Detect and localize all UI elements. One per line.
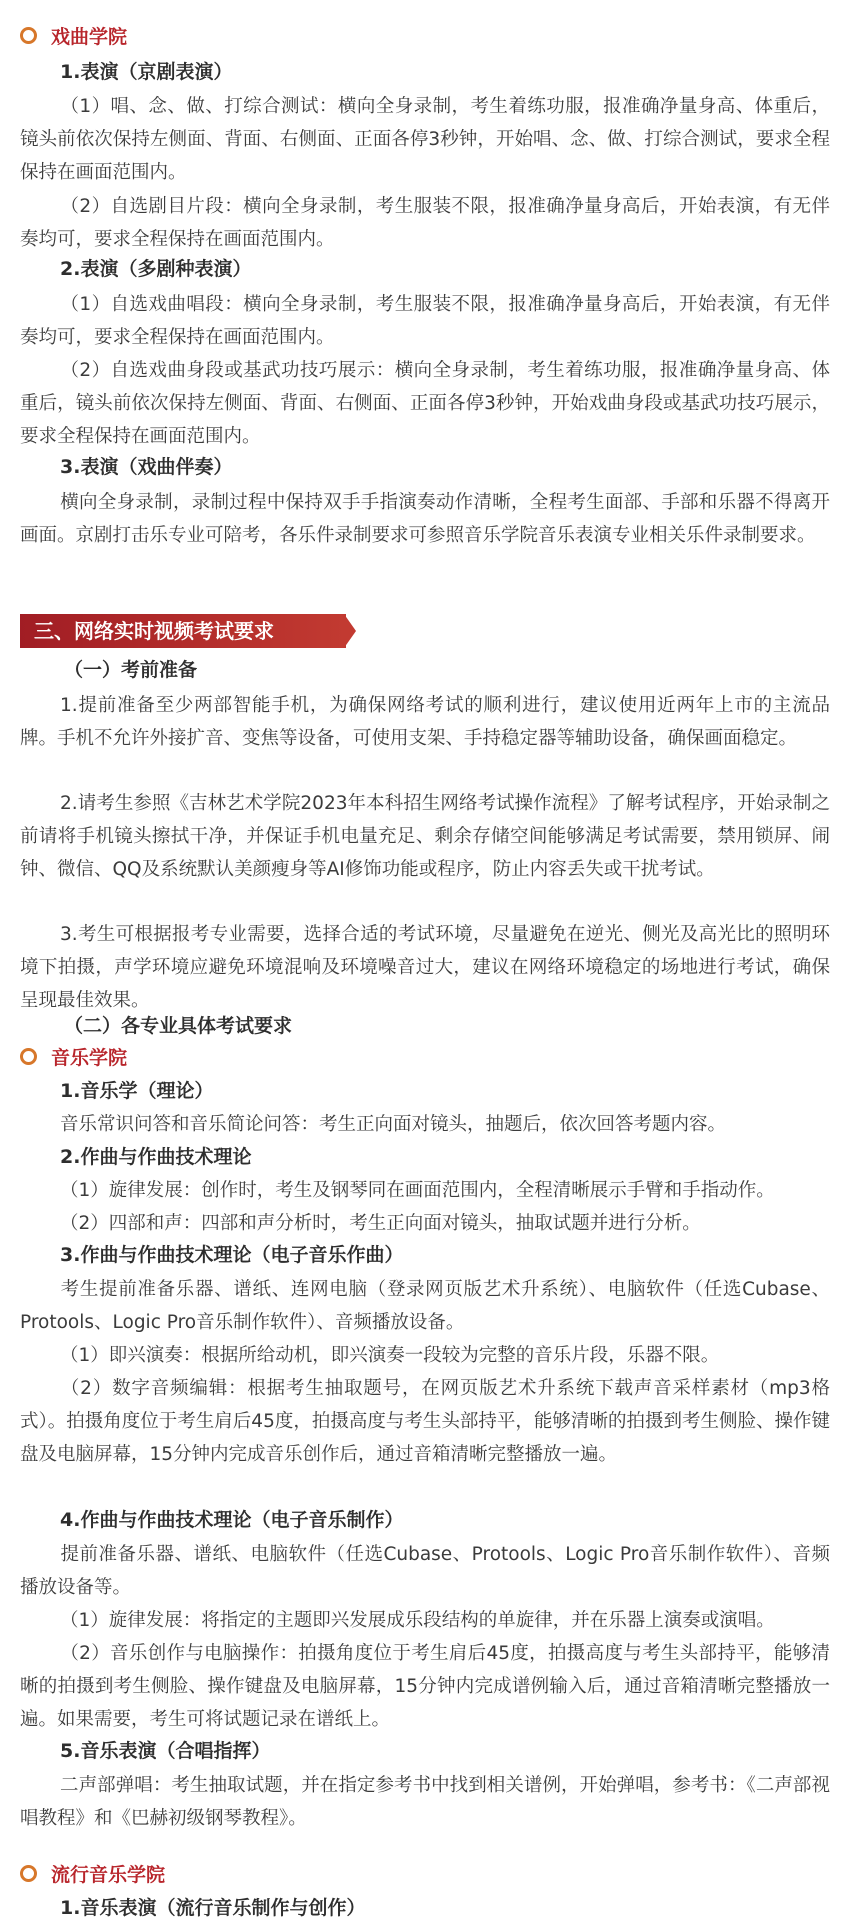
paragraph: （1）即兴演奏：根据所给动机，即兴演奏一段较为完整的音乐片段，乐器不限。 <box>60 1345 720 1366</box>
subheading: 1.表演（京剧表演） <box>60 61 233 83</box>
circle-bullet-icon <box>20 1865 37 1882</box>
paragraph: （2）四部和声：四部和声分析时，考生正向面对镜头，抽取试题并进行分析。 <box>60 1213 701 1234</box>
paragraph: 2.请考生参照《吉林艺术学院2023年本科招生网络考试操作流程》了解考试程序，开始录制之前请将手机镜头擦拭干净，并保证手机电量充足、剩余存储空间能够满足考试需要，禁用锁屏、闹钟、微信、QQ及系统默认美颜瘦身等AI修饰功能或程序，防止内容丢失或干扰考试。 <box>20 793 830 880</box>
paragraph: （1）自选戏曲唱段：横向全身录制，考生服装不限，报准确净量身高后，开始表演，有无伴奏均可，要求全程保持在画面范围内。 <box>20 294 830 348</box>
section-heading-music: 音乐学院 <box>20 1043 127 1073</box>
subheading: 3.表演（戏曲伴奏） <box>60 456 233 478</box>
paragraph: （2）音乐创作与电脑操作：拍摄角度位于考生肩后45度，拍摄高度与考生头部持平，能够清晰的拍摄到考生侧脸、操作键盘及电脑屏幕，15分钟内完成谱例输入后，通过音箱清晰完整播放一遍。如果需要，考生可将试题记录在谱纸上。 <box>20 1643 830 1730</box>
section-heading-pop: 流行音乐学院 <box>20 1860 165 1890</box>
section-banner: 三、网络实时视频考试要求 <box>20 614 346 648</box>
paragraph: 考生提前准备乐器、谱纸、连网电脑（登录网页版艺术升系统）、电脑软件（任选Cubase、Protools、Logic Pro音乐制作软件）、音频播放设备。 <box>20 1279 830 1333</box>
paragraph: （2）数字音频编辑：根据考生抽取题号，在网页版艺术升系统下载声音采样素材（mp3格式）。拍摄角度位于考生肩后45度，拍摄高度与考生头部持平，能够清晰的拍摄到考生侧脸、操作键盘及电脑屏幕，15分钟内完成音乐创作后，通过音箱清晰完整播放一遍。 <box>20 1378 830 1465</box>
paragraph: 二声部弹唱：考生抽取试题，并在指定参考书中找到相关谱例，开始弹唱，参考书：《二声部视唱教程》和《巴赫初级钢琴教程》。 <box>20 1775 830 1829</box>
circle-bullet-icon <box>20 1048 37 1065</box>
banner-arrow-icon <box>344 614 356 648</box>
subheading: 5.音乐表演（合唱指挥） <box>60 1740 271 1762</box>
subheading: 2.表演（多剧种表演） <box>60 258 252 280</box>
paragraph: 横向全身录制，录制过程中保持双手手指演奏动作清晰，全程考生面部、手部和乐器不得离开画面。京剧打击乐专业可陪考，各乐件录制要求可参照音乐学院音乐表演专业相关乐件录制要求。 <box>20 492 830 546</box>
paragraph: 提前准备乐器、谱纸、电脑软件（任选Cubase、Protools、Logic Pro音乐制作软件）、音频播放设备等。 <box>20 1544 830 1598</box>
paragraph: 3.考生可根据报考专业需要，选择合适的考试环境，尽量避免在逆光、侧光及高光比的照明环境下拍摄，声学环境应避免环境混响及环境噪音过大，建议在网络环境稳定的场地进行考试，确保呈现最佳效果。 <box>20 924 830 1011</box>
paragraph: 音乐常识问答和音乐简论问答：考生正向面对镜头，抽题后，依次回答考题内容。 <box>60 1114 727 1135</box>
subheading: 1.音乐表演（流行音乐制作与创作） <box>60 1897 366 1919</box>
subheading: 2.作曲与作曲技术理论 <box>60 1146 252 1168</box>
paragraph: （1）旋律发展：将指定的主题即兴发展成乐段结构的单旋律，并在乐器上演奏或演唱。 <box>60 1610 775 1631</box>
paragraph: （2）自选戏曲身段或基武功技巧展示：横向全身录制，考生着练功服，报准确净量身高、体重后，镜头前依次保持左侧面、背面、右侧面、正面各停3秒钟，开始戏曲身段或基武功技巧展示，要求全程保持在画面范围内。 <box>20 360 830 447</box>
subheading: 3.作曲与作曲技术理论（电子音乐作曲） <box>60 1244 404 1266</box>
section-heading-xiqu: 戏曲学院 <box>20 22 127 52</box>
paragraph: （1）旋律发展：创作时，考生及钢琴同在画面范围内，全程清晰展示手臂和手指动作。 <box>60 1180 775 1201</box>
paragraph: （2）自选剧目片段：横向全身录制，考生服装不限，报准确净量身高后，开始表演，有无伴奏均可，要求全程保持在画面范围内。 <box>20 196 830 250</box>
subheading: 1.音乐学（理论） <box>60 1080 214 1102</box>
subheading: 4.作曲与作曲技术理论（电子音乐制作） <box>60 1509 404 1531</box>
paragraph: 1.提前准备至少两部智能手机，为确保网络考试的顺利进行，建议使用近两年上市的主流品牌。手机不允许外接扩音、变焦等设备，可使用支架、手持稳定器等辅助设备，确保画面稳定。 <box>20 695 830 749</box>
circle-bullet-icon <box>20 27 37 44</box>
paragraph: （1）唱、念、做、打综合测试：横向全身录制，考生着练功服，报准确净量身高、体重后，镜头前依次保持左侧面、背面、右侧面、正面各停3秒钟，开始唱、念、做、打综合测试，要求全程保持在画面范围内。 <box>20 96 830 183</box>
subheading: （二）各专业具体考试要求 <box>64 1015 293 1037</box>
subheading: （一）考前准备 <box>64 659 198 681</box>
